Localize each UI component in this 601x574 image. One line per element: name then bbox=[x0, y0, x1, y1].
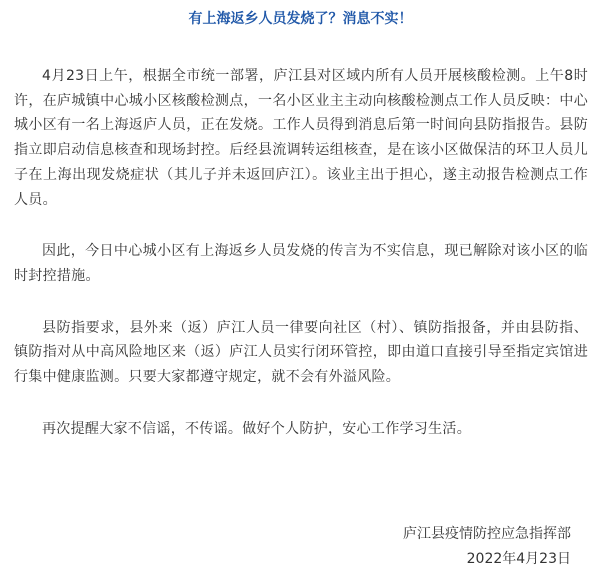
paragraph-4: 再次提醒大家不信谣，不传谣。做好个人防护，安心工作学习生活。 bbox=[42, 420, 471, 437]
paragraph-1: 4月23日上午，根据全市统一部署，庐江县对区域内所有人员开展核酸检测。上午8时许，在庐城镇中心城小区核酸检测点，一名小区业主主动向核酸检测点工作人员反映：中心城小区有一名上海返庐人员，正在发烧。工作人员得到消息后第一时间向县防指报告。县防指立即启动信息核查和现场封控。后经县流调转运组核查，是在该小区做保洁的环卫人员儿子在上海出现发烧症状（其儿子并未返回庐江）。该业主出于担心，遂主动报告检测点工作人员。 bbox=[14, 68, 588, 208]
article-title: 有上海返乡人员发烧了？消息不实！ bbox=[188, 11, 413, 27]
signature-organization: 庐江县疫情防控应急指挥部 bbox=[403, 526, 571, 542]
paragraph-2: 因此，今日中心城小区有上海返乡人员发烧的传言为不实信息，现已解除对该小区的临时封控措施。 bbox=[14, 243, 588, 284]
signature-date: 2022年4月23日 bbox=[466, 551, 571, 567]
article-body bbox=[14, 64, 588, 441]
paragraph-3: 县防指要求，县外来（返）庐江人员一律要向社区（村）、镇防指报备，并由县防指、镇防指对从中高风险地区来（返）庐江人员实行闭环管控，即由道口直接引导至指定宾馆进行集中健康监测。只要大家都遵守规定，就不会有外溢风险。 bbox=[14, 319, 588, 386]
